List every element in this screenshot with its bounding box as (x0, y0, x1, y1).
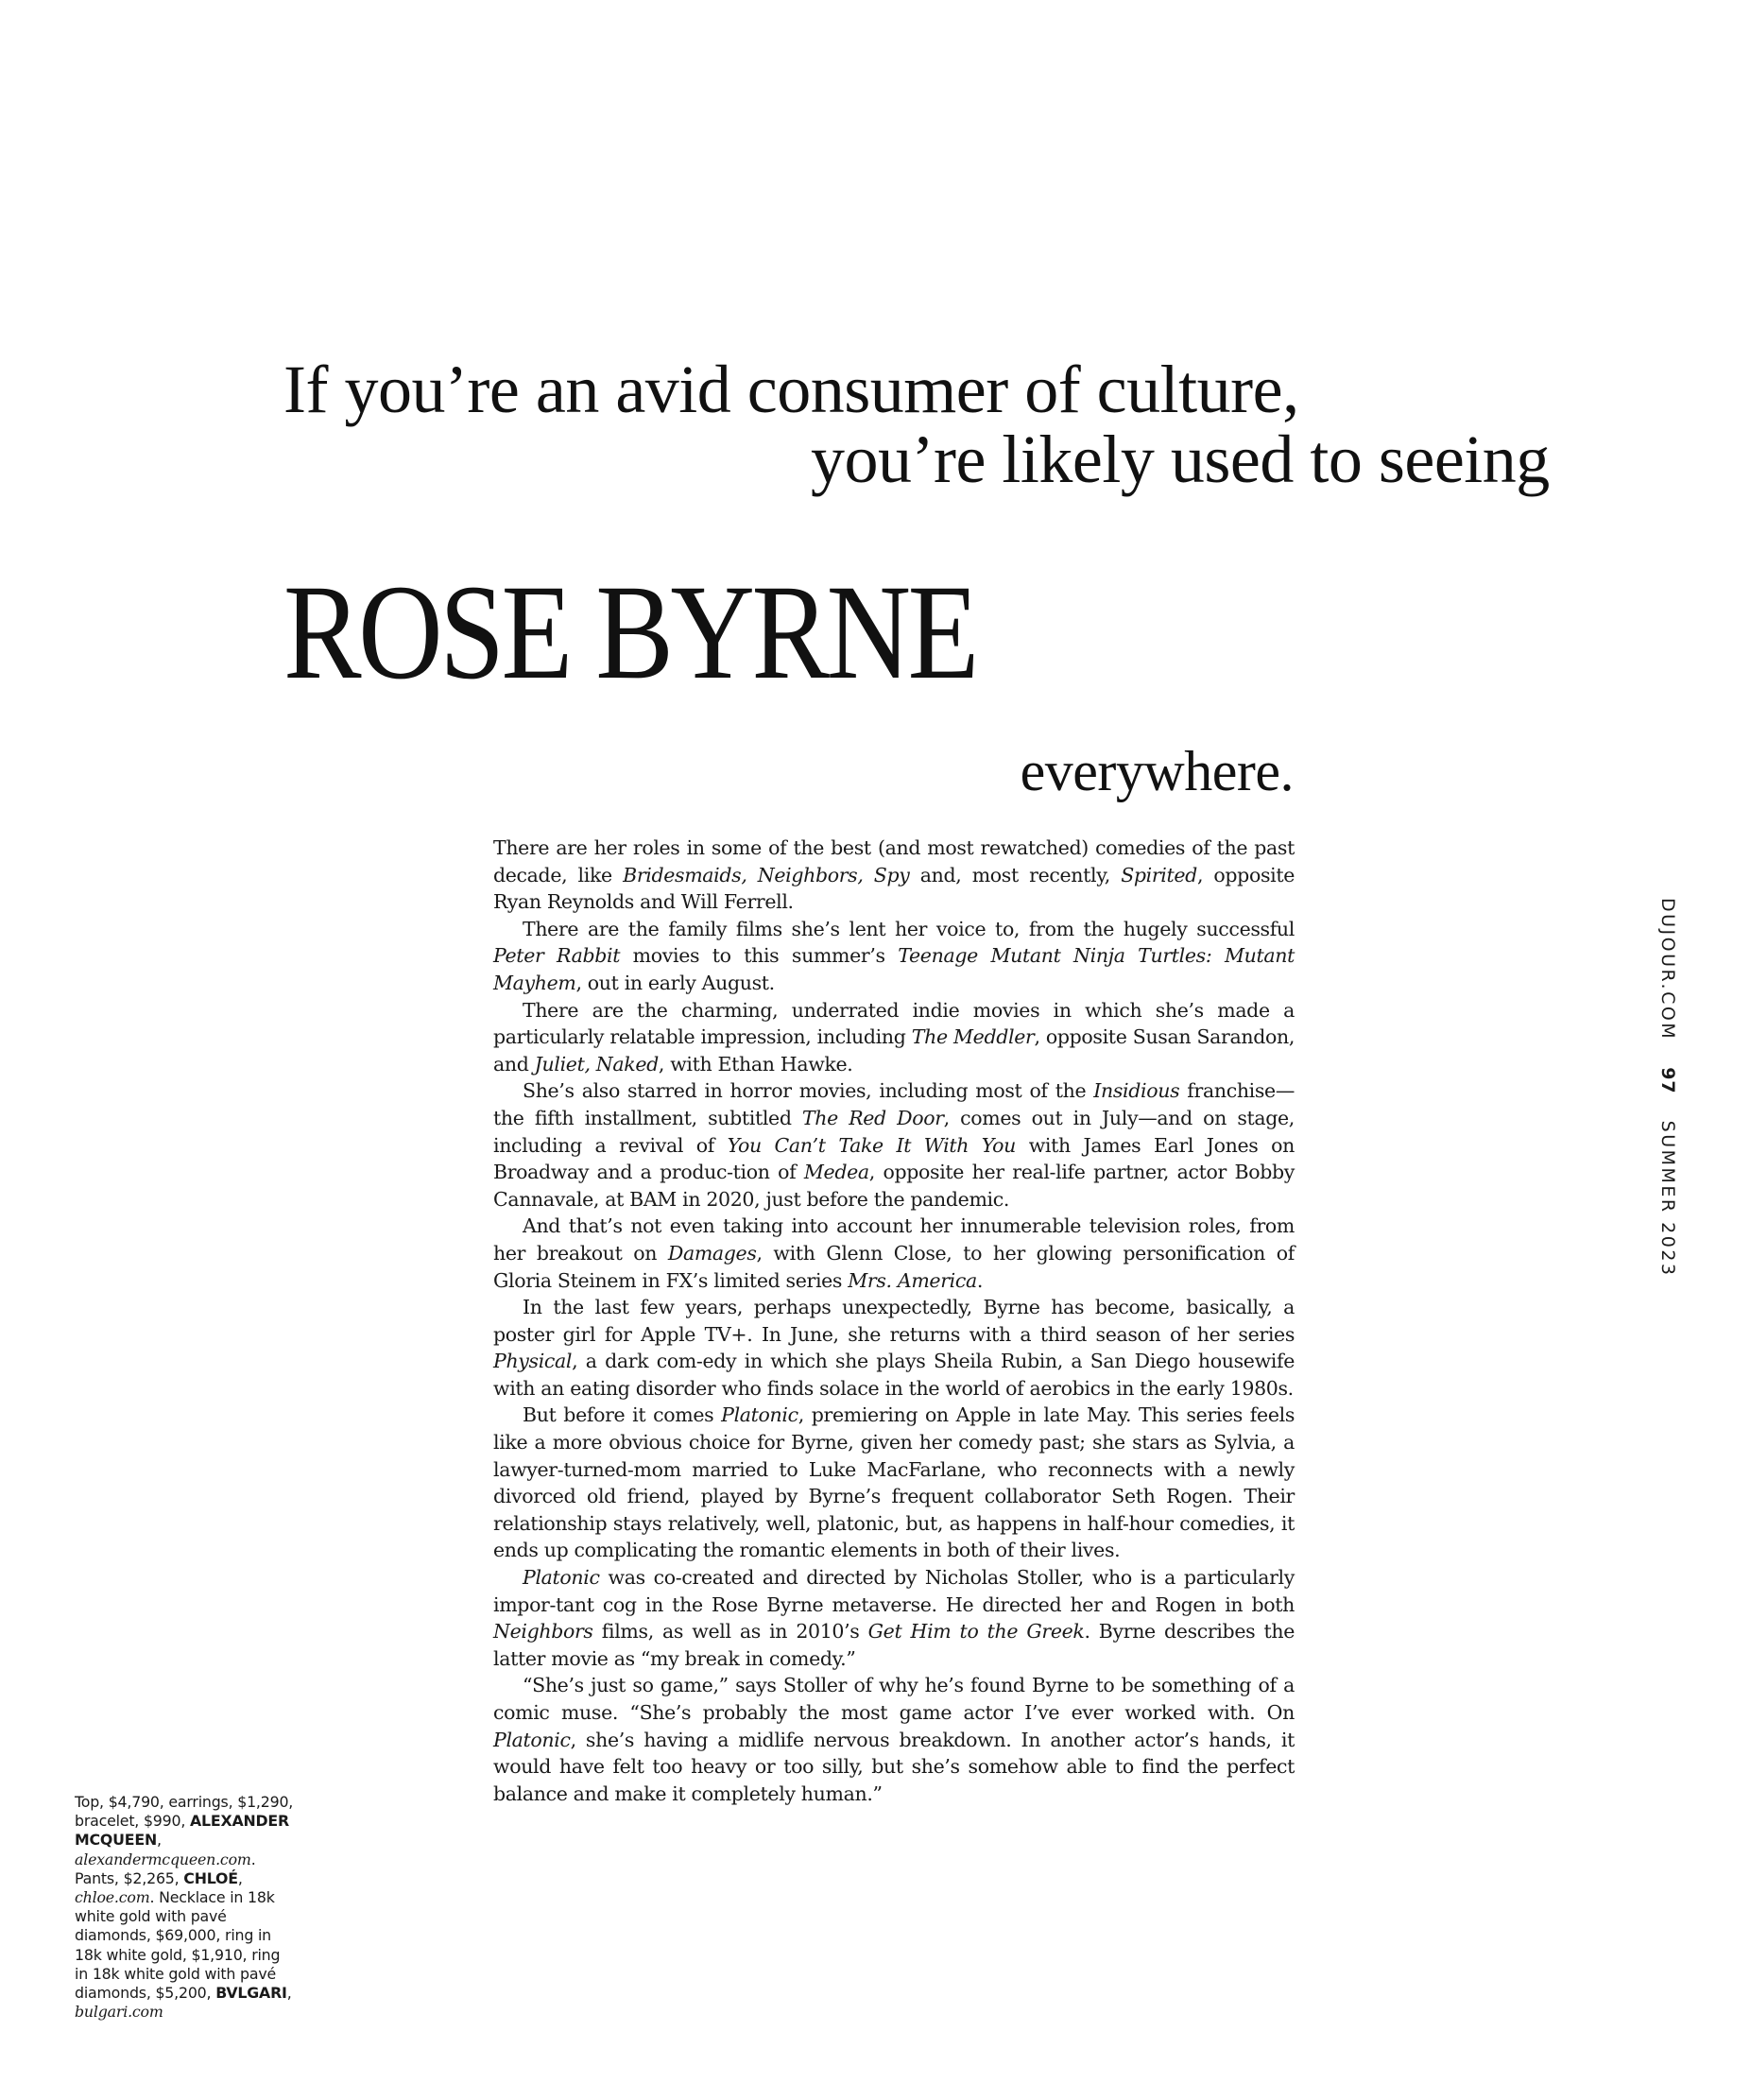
folio-issue: SUMMER 2023 (1657, 1120, 1678, 1278)
article-paragraph (493, 1213, 1295, 1294)
article-paragraph (493, 1402, 1295, 1564)
credit-text: . Pants, $2,265, (75, 1850, 256, 1887)
italic-title: Peter Rabbit (493, 944, 621, 968)
italic-title: Bridesmaids, Neighbors, Spy (623, 863, 910, 886)
text-run: , premiering on Apple in late May. This series feels like a more obvious choice for Byrne, given her comedy past; she stars as Sylvia, a lawyer-turned-mom married to Luke MacFarlane, who reconnects with a newly divorced old friend, played by Byrne’s frequent collaborator Seth Rogen. Their relationship stays relatively, well, platonic, but, as happens in half-hour comedies, it ends up complicating the romantic elements in both of their lives. (493, 1403, 1295, 1562)
credit-text: , (156, 1831, 162, 1850)
italic-title: Mrs. America (848, 1268, 977, 1292)
article-paragraph (493, 1294, 1295, 1402)
headline-name: ROSE BYRNE (283, 558, 976, 708)
article-paragraph (493, 997, 1295, 1078)
folio-site: DUJOUR.COM (1657, 898, 1678, 1041)
credit-website: alexandermcqueen.com (75, 1850, 251, 1868)
credit-brand: ALEXANDER MCQUEEN (75, 1812, 289, 1850)
headline-intro-line-2: you’re likely used to seeing (811, 422, 1550, 497)
italic-title: Medea (803, 1161, 869, 1184)
text-run: , a dark com-edy in which she plays Sheila Rubin, a San Diego housewife with an eating disorder who finds solace in the world of aerobics in the early 1980s. (493, 1350, 1295, 1400)
text-run: , with Glenn Close, to her glowing personification of Gloria Steinem in FX’s limited series (493, 1241, 1295, 1292)
italic-title: The Meddler (911, 1025, 1035, 1049)
article-paragraph (493, 1564, 1295, 1672)
text-run: was co-created and directed by Nicholas Stoller, who is a particularly impor-tant cog in the Rose Byrne metaverse. He directed her and Rogen in both (493, 1566, 1295, 1616)
italic-title: Juliet, Naked (534, 1052, 659, 1076)
italic-title: Insidious (1093, 1079, 1180, 1103)
text-run: . Byrne describes the latter movie as “my break in comedy.” (493, 1620, 1295, 1670)
credit-text: . Necklace in 18k white gold with pavé diamonds, $69,000, ring in 18k white gold, $1,910, ring in 18k white gold with pavé diamonds, $5,200, (75, 1888, 281, 2003)
credit-brand: BVLGARI (215, 1984, 287, 2003)
credit-text: Top, $4,790, earrings, $1,290, bracelet, $990, (75, 1793, 294, 1831)
italic-title: Platonic (523, 1566, 600, 1590)
article-body (493, 835, 1295, 1807)
text-run: There are her roles in some of the best (and most rewatched) comedies of the past decade, like (493, 836, 1295, 886)
italic-title: Spirited (1121, 863, 1197, 886)
text-run: There are the family films she’s lent her voice to, from the hugely successful (523, 917, 1295, 940)
text-run: And that’s not even taking into account her innumerable television roles, from her breakout on (493, 1214, 1295, 1265)
article-paragraph (493, 835, 1295, 916)
text-run: , opposite Susan Sarandon, and (493, 1025, 1295, 1076)
text-run: . (976, 1268, 984, 1292)
text-run: and, most recently, (909, 863, 1122, 886)
page-folio (1657, 898, 1678, 1278)
italic-title: Neighbors (493, 1620, 593, 1644)
folio-page-number: 97 (1657, 1067, 1678, 1094)
text-run: , with Ethan Hawke. (658, 1052, 853, 1076)
credit-website: chloe.com (75, 1888, 150, 1907)
italic-title: Physical (493, 1350, 573, 1373)
article-paragraph (493, 1672, 1295, 1807)
text-run: franchise—the fifth installment, subtitled (493, 1079, 1295, 1129)
credit-website: bulgari.com (75, 2003, 163, 2022)
text-run: movies to this summer’s (620, 944, 899, 968)
credit-brand: CHLOÉ (183, 1868, 238, 1887)
italic-title: Platonic (493, 1728, 571, 1751)
headline-ending: everywhere. (1020, 740, 1294, 802)
article-paragraph (493, 1077, 1295, 1213)
article-paragraph (493, 916, 1295, 997)
text-run: , out in early August. (575, 971, 775, 994)
italic-title: The Red Door (801, 1106, 944, 1129)
text-run: There are the charming, underrated indie movies in which she’s made a particularly relatable impression, including (493, 998, 1295, 1049)
italic-title: Teenage Mutant Ninja Turtles: Mutant Mayhem (493, 944, 1295, 994)
credit-text: , (237, 1868, 243, 1887)
text-run: But before it comes (523, 1403, 722, 1427)
text-run: , she’s having a midlife nervous breakdown. In another actor’s hands, it would have felt too heavy or too silly, but she’s somehow able to find the perfect balance and make it completely human.” (493, 1728, 1295, 1805)
text-run: films, as well as in 2010’s (592, 1620, 868, 1644)
text-run: “She’s just so game,” says Stoller of why he’s found Byrne to be something of a comic muse. “She’s probably the most game actor I’ve ever worked with. On (493, 1674, 1295, 1724)
text-run: , opposite Ryan Reynolds and Will Ferrell. (493, 863, 1295, 914)
italic-title: Get Him to the Greek (867, 1620, 1085, 1644)
text-run: In the last few years, perhaps unexpectedly, Byrne has become, basically, a poster girl for Apple TV+. In June, she returns with a third season of her series (493, 1296, 1295, 1346)
text-run: She’s also starred in horror movies, including most of the (523, 1079, 1094, 1103)
fashion-credits (75, 1793, 294, 2022)
italic-title: Platonic (721, 1403, 798, 1427)
italic-title: You Can’t Take It With You (727, 1133, 1017, 1157)
italic-title: Damages (667, 1241, 757, 1265)
headline-intro-line-1: If you’re an avid consumer of culture, (283, 352, 1299, 427)
text-run: , opposite her real-life partner, actor Bobby Cannavale, at BAM in 2020, just before the pandemic. (493, 1161, 1295, 1211)
text-run: , comes out in July—and on stage, including a revival of (493, 1106, 1295, 1157)
text-run: with James Earl Jones on Broadway and a produc-tion of (493, 1133, 1295, 1184)
credit-text: , (286, 1984, 292, 2003)
